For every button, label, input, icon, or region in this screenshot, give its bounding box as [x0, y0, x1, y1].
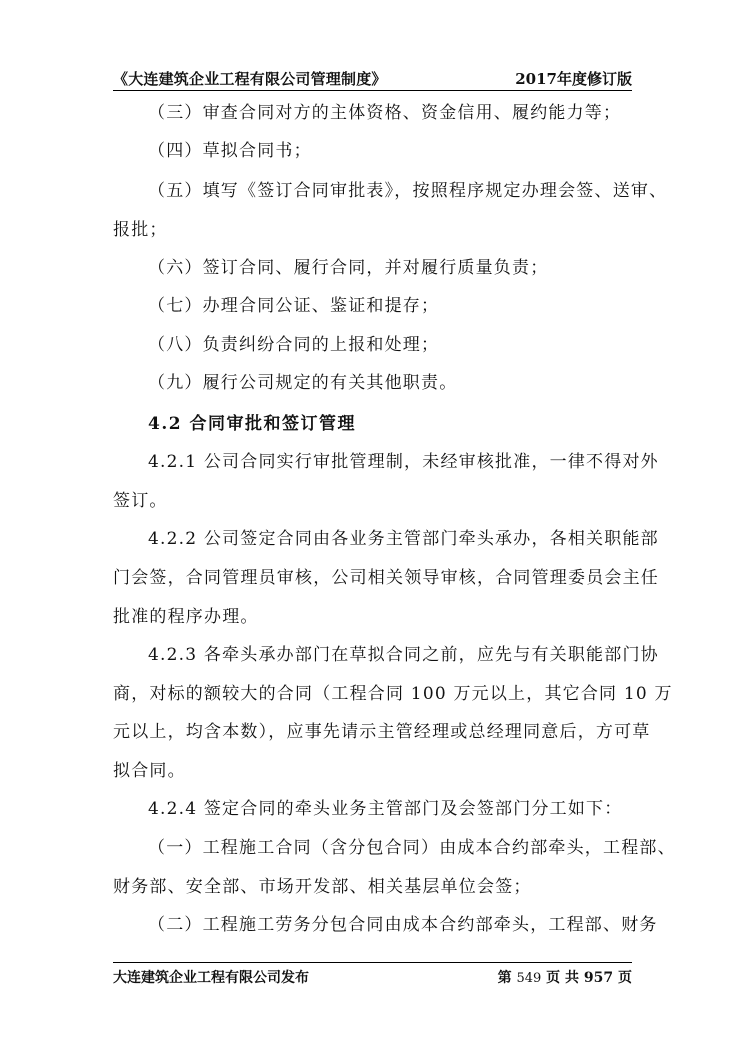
- page-counter: [498, 967, 632, 987]
- paragraph-line: 批准的程序办理。: [113, 607, 259, 627]
- paragraph-line: 签订。: [113, 491, 168, 511]
- paragraph-line: 4.2.3 各牵头承办部门在草拟合同之前，应先与有关职能部门协: [148, 645, 659, 665]
- paragraph-line: （五）填写《签订合同审批表》，按照程序规定办理会签、送审、: [148, 181, 668, 201]
- paragraph-line: （三）审查合同对方的主体资格、资金信用、履约能力等；: [148, 103, 622, 123]
- paragraph-line: 门会签，合同管理员审核，公司相关领导审核，合同管理委员会主任: [113, 568, 659, 588]
- page-number: 549: [516, 971, 542, 986]
- paragraph-line: 4.2.1 公司合同实行审批管理制，未经审核批准，一律不得对外: [148, 452, 659, 472]
- page-header: [113, 64, 632, 91]
- page-mid: 页 共: [546, 970, 580, 986]
- page-suffix: 页: [618, 970, 632, 986]
- paragraph-line: 元以上，均含本数），应事先请示主管经理或总经理同意后，方可草: [113, 722, 651, 742]
- paragraph-line: 拟合同。: [113, 761, 186, 781]
- paragraph-line: （八）负责纠纷合同的上报和处理；: [148, 335, 440, 355]
- paragraph-line: 报批；: [113, 220, 168, 240]
- header-title: 《大连建筑企业工程有限公司管理制度》: [113, 70, 387, 88]
- page-prefix: 第: [497, 970, 512, 986]
- paragraph-line: 4.2.4 签定合同的牵头业务主管部门及会签部门分工如下：: [148, 799, 623, 819]
- paragraph-line: （一）工程施工合同（含分包合同）由成本合约部牵头，工程部、: [148, 838, 676, 858]
- paragraph-line: （六）签订合同、履行合同，并对履行质量负责；: [148, 258, 549, 278]
- paragraph-line: （四）草拟合同书；: [148, 141, 312, 161]
- paragraph-line: 商，对标的额较大的合同（工程合同 100 万元以上，其它合同 10 万: [113, 684, 673, 704]
- paragraph-line: 财务部、安全部、市场开发部、相关基层单位会签；: [113, 877, 532, 897]
- paragraph-line: 4.2.2 公司签定合同由各业务主管部门牵头承办，各相关职能部: [148, 529, 659, 549]
- paragraph-line: （二）工程施工劳务分包合同由成本合约部牵头，工程部、财务: [148, 915, 658, 935]
- footer-publisher: 大连建筑企业工程有限公司发布: [113, 970, 309, 986]
- header-edition: 2017年度修订版: [515, 70, 632, 88]
- paragraph-line: （七）办理合同公证、鉴证和提存；: [148, 296, 440, 316]
- paragraph-line: （九）履行公司规定的有关其他职责。: [148, 373, 458, 393]
- page-total: 957: [583, 970, 614, 986]
- section-heading: 4.2 合同审批和签订管理: [148, 414, 356, 434]
- page-footer: [113, 962, 632, 985]
